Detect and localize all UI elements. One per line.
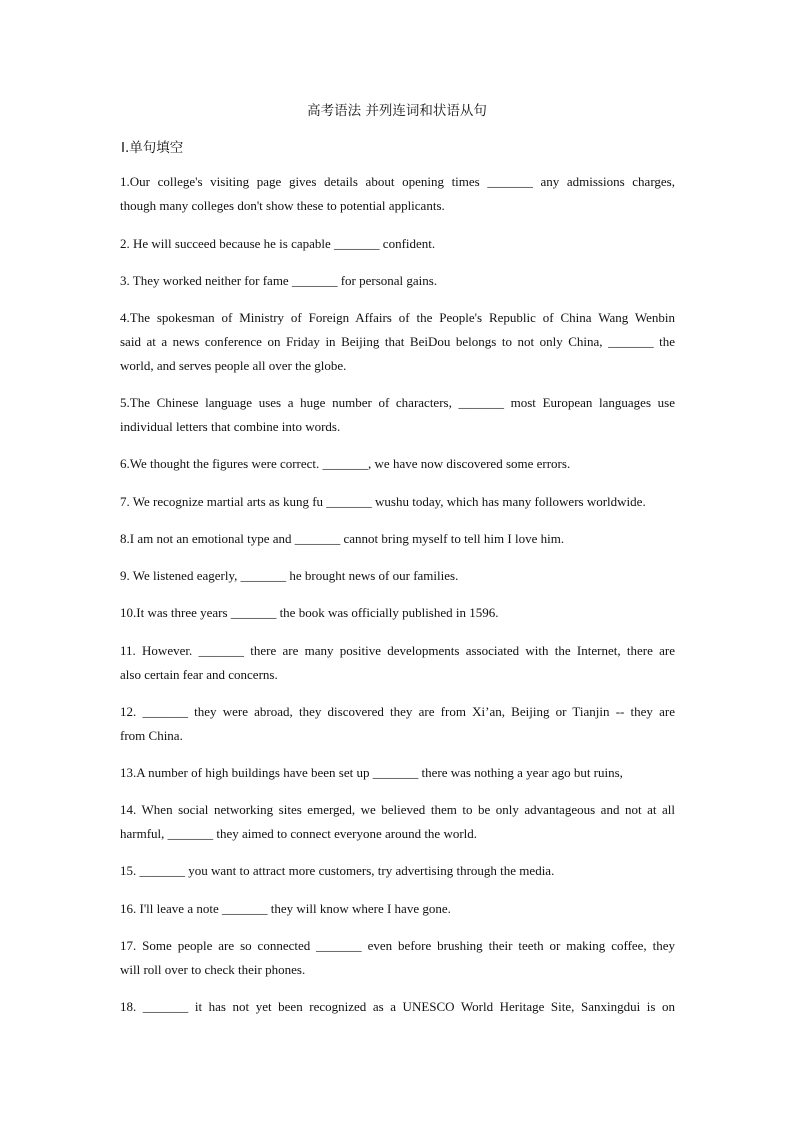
question-16 [120,897,675,921]
question-line: 7. We recognize martial arts as kung fu _______ wushu today, which has many followers worldwide. [120,494,646,509]
question-line: also certain fear and concerns. [120,667,278,682]
question-7 [120,490,675,514]
question-11 [120,639,675,687]
section-heading: Ⅰ.单句填空 [121,140,184,156]
question-10 [120,601,675,625]
question-line: 13.A number of high buildings have been set up _______ there was nothing a year ago but ruins, [120,765,623,780]
question-15 [120,859,675,883]
question-line: 10.It was three years _______ the book was officially published in 1596. [120,605,499,620]
question-4 [120,306,675,378]
question-3 [120,269,675,293]
question-12 [120,700,675,748]
document-title: 高考语法 并列连词和状语从句 [307,103,487,119]
question-line: though many colleges don't show these to potential applicants. [120,198,445,213]
question-17 [120,934,675,982]
question-line: 1.Our college's visiting page gives details about opening times _______ any admissions charges, [120,174,675,189]
question-line: 4.The spokesman of Ministry of Foreign Affairs of the People's Republic of China Wang Wenbin [120,310,675,325]
question-2 [120,232,675,256]
question-line: 9. We listened eagerly, _______ he brought news of our families. [120,568,459,583]
question-line: 17. Some people are so connected _______ even before brushing their teeth or making coffee, they [120,938,675,953]
question-line: 14. When social networking sites emerged, we believed them to be only advantageous and not at all [120,802,675,817]
question-line: 16. I'll leave a note _______ they will know where I have gone. [120,901,451,916]
question-9 [120,564,675,588]
question-line: 18. _______ it has not yet been recognized as a UNESCO World Heritage Site, Sanxingdui is on [120,999,675,1014]
question-line: 2. He will succeed because he is capable _______ confident. [120,236,436,251]
question-6 [120,452,675,476]
question-5 [120,391,675,439]
question-line: individual letters that combine into words. [120,419,341,434]
question-8 [120,527,675,551]
question-line: 5.The Chinese language uses a huge number of characters, _______ most European languages use [120,395,675,410]
question-line: 12. _______ they were abroad, they discovered they are from Xi’an, Beijing or Tianjin -- they are [120,704,675,719]
question-line: 15. _______ you want to attract more customers, try advertising through the media. [120,863,555,878]
question-line: 3. They worked neither for fame _______ for personal gains. [120,273,438,288]
question-line: 6.We thought the figures were correct. _______, we have now discovered some errors. [120,456,571,471]
question-line: 8.I am not an emotional type and _______ cannot bring myself to tell him I love him. [120,531,565,546]
question-14 [120,798,675,846]
question-line: 11. However. _______ there are many positive developments associated with the Internet, there are [120,643,675,658]
question-line: harmful, _______ they aimed to connect everyone around the world. [120,826,478,841]
question-line: said at a news conference on Friday in Beijing that BeiDou belongs to not only China, _______ the [120,334,675,349]
question-line: will roll over to check their phones. [120,962,306,977]
question-18 [120,995,675,1019]
question-line: world, and serves people all over the globe. [120,358,347,373]
question-1 [120,170,675,218]
question-line: from China. [120,728,183,743]
question-13 [120,761,675,785]
